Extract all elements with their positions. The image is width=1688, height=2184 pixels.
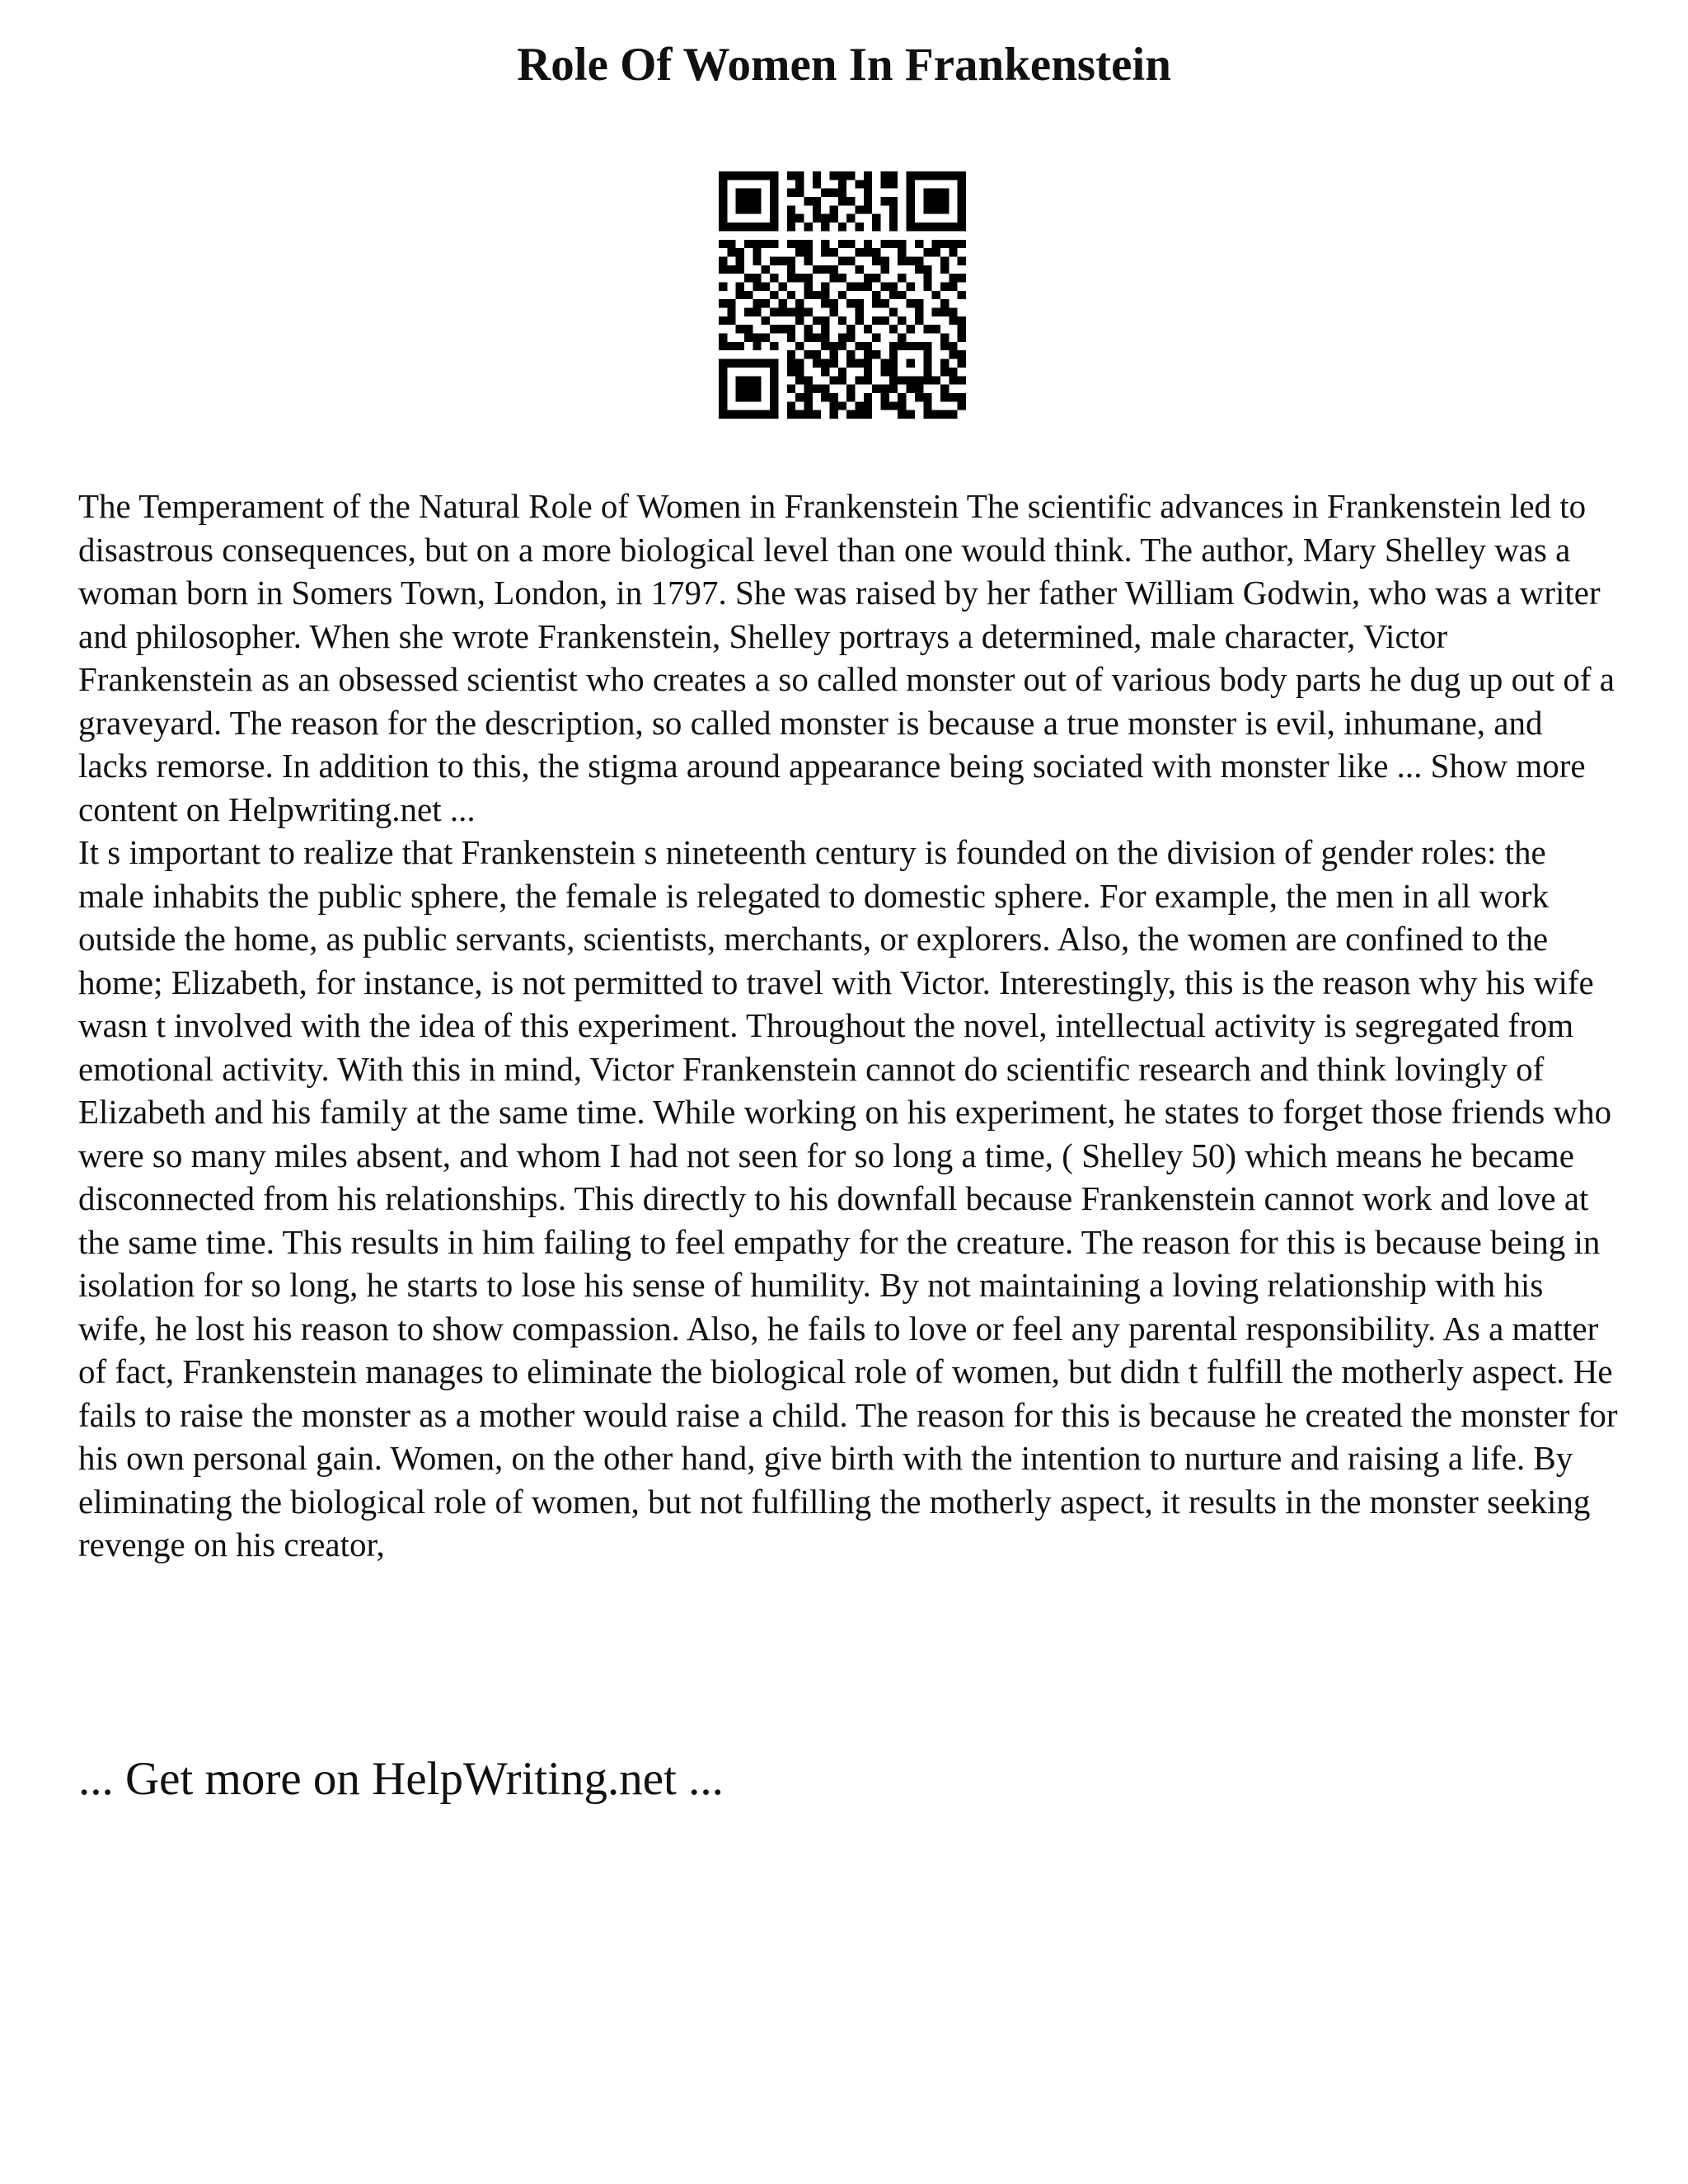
- get-more-link[interactable]: ... Get more on HelpWriting.net ...: [78, 1753, 724, 1805]
- paragraph-intro: The Temperament of the Natural Role of Women in Frankenstein The scientific advances in Frankenstein led to disastrous consequences, but on a more biological level than one would think. The author, Mary Shelley was a woman born in Somers Town, London, in 1797. She was raised by her father William Godwin, who was a writer and philosopher. When she wrote Frankenstein, Shelley portrays a determined, male character, Victor Frankenstein as an obsessed scientist who creates a so called monster out of various body parts he dug up out of a graveyard. The reason for the description, so called monster is because a true monster is evil, inhumane, and lacks remorse. In addition to this, the stigma around appearance being sociated with monster like ... Show more content on Helpwriting.net ...: [78, 487, 1615, 828]
- document-title: Role Of Women In Frankenstein: [517, 39, 1171, 91]
- document-body: [78, 485, 1620, 1567]
- paragraph-main: It s important to realize that Frankenstein s nineteenth century is founded on the division of gender roles: the male inhabits the public sphere, the female is relegated to domestic sphere. For example, the men in all work outside the home, as public servants, scientists, merchants, or explorers. Also, the women are confined to the home; Elizabeth, for instance, is not permitted to travel with Victor. Interestingly, this is the reason why his wife wasn t involved with the idea of this experiment. Throughout the novel, intellectual activity is segregated from emotional activity. With this in mind, Victor Frankenstein cannot do scientific research and think lovingly of Elizabeth and his family at the same time. While working on his experiment, he states to forget those friends who were so many miles absent, and whom I had not seen for so long a time, ( Shelley 50) which means he became disconnected from his relationships. This directly to his downfall because Frankenstein cannot work and love at the same time. This results in him failing to feel empathy for the creature. The reason for this is because being in isolation for so long, he starts to lose his sense of humility. By not maintaining a loving relationship with his wife, he lost his reason to show compassion. Also, he fails to love or feel any parental responsibility. As a matter of fact, Frankenstein manages to eliminate the biological role of women, but didn t fulfill the motherly aspect. He fails to raise the monster as a mother would raise a child. The reason for this is because he created the monster for his own personal gain. Women, on the other hand, give birth with the intention to nurture and raising a life. By eliminating the biological role of women, but not fulfilling the motherly aspect, it results in the monster seeking revenge on his creator,: [78, 833, 1618, 1563]
- qr-code-icon: [719, 171, 966, 419]
